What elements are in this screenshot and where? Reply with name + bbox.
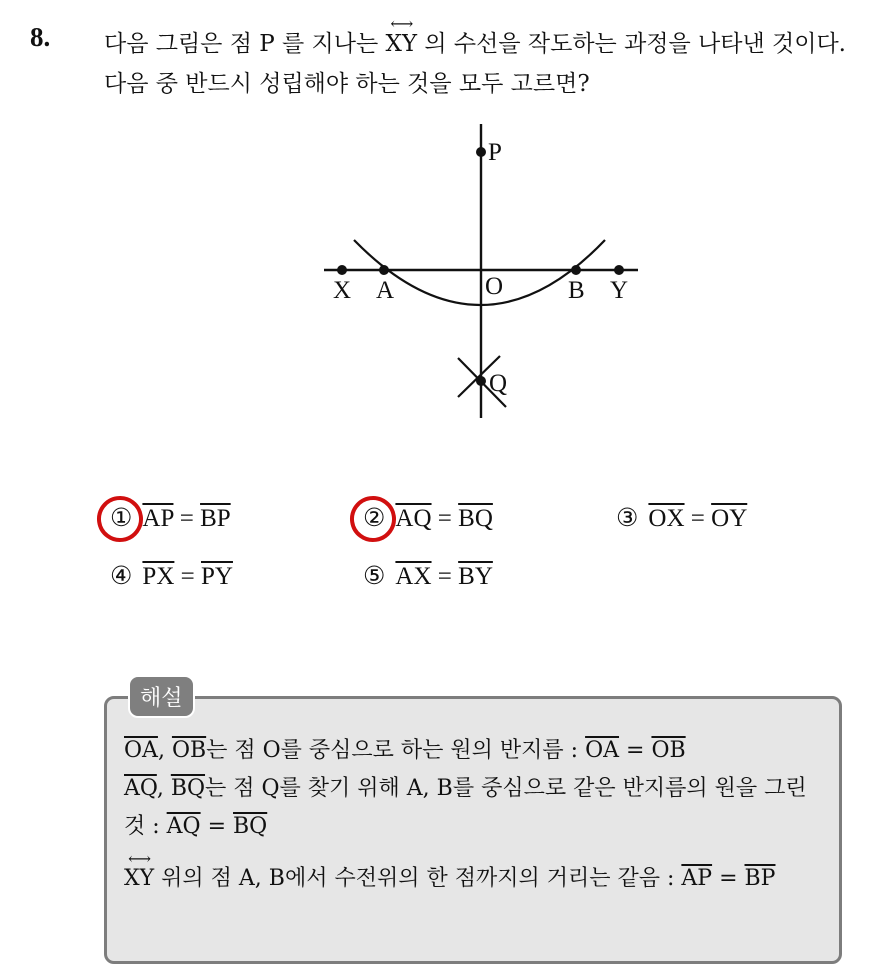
solution-text xyxy=(124,732,834,898)
label-q: Q xyxy=(489,370,508,397)
point-x xyxy=(337,265,347,275)
question-stem xyxy=(104,14,874,104)
point-b xyxy=(571,265,581,275)
label-p: P xyxy=(488,139,502,166)
stem-part2: 의 수선을 작도하는 과정을 나타낸 것이다. 다음 중 반드시 성립해야 하는 것을 모두 고르면? xyxy=(104,31,846,97)
point-q xyxy=(476,376,486,386)
construction-figure xyxy=(310,120,650,430)
solution-line-2: $\overline{AQ}$, $\overline{BQ}$는 점 Q를 찾기 위해 A, B를 중심으로 같은 반지름의 원을 그린 것 : $\overline{AQ} = \overline{BQ}$ xyxy=(124,776,807,839)
line-xy-symbol: ⟷ XY xyxy=(386,20,418,64)
label-o: O xyxy=(485,273,504,300)
red-circle-mark xyxy=(347,493,399,545)
solution-tag: 해설 xyxy=(128,675,195,718)
solution-line-3: ⟷ XY 위의 점 A, B에서 수전위의 한 점까지의 거리는 같음 : $\overline{AP} = \overline{BP}$ xyxy=(124,856,834,898)
choice-3[interactable]: ③ $\overline{OX} = \overline{OY}$ xyxy=(616,505,748,532)
label-y: Y xyxy=(610,277,629,304)
line-xy-symbol: ⟷ XY xyxy=(124,856,154,898)
point-p xyxy=(476,147,486,157)
label-a: A xyxy=(376,277,395,304)
label-b: B xyxy=(568,277,585,304)
point-y xyxy=(614,265,624,275)
choice-2[interactable]: ② $\overline{AQ} = \overline{BQ}$ xyxy=(363,503,493,533)
double-arrow-icon: ⟷ xyxy=(128,849,151,868)
point-a xyxy=(379,265,389,275)
choice-4[interactable]: ④ $\overline{PX} = \overline{PY}$ xyxy=(110,563,233,590)
stem-part1: 다음 그림은 점 P 를 지나는 xyxy=(104,31,386,57)
label-x: X xyxy=(333,277,352,304)
choice-5[interactable]: ⑤ $\overline{AX} = \overline{BY}$ xyxy=(363,563,493,590)
question-number: 8. xyxy=(30,22,51,52)
choice-1[interactable]: ① $\overline{AP} = \overline{BP}$ xyxy=(110,503,231,533)
solution-line-1: $\overline{OA}$, $\overline{OB}$는 점 O를 중심으로 하는 원의 반지름 : $\overline{OA} = \overline{OB}$ xyxy=(124,738,686,763)
double-arrow-icon: ⟷ xyxy=(390,14,413,33)
red-circle-mark xyxy=(94,493,146,545)
